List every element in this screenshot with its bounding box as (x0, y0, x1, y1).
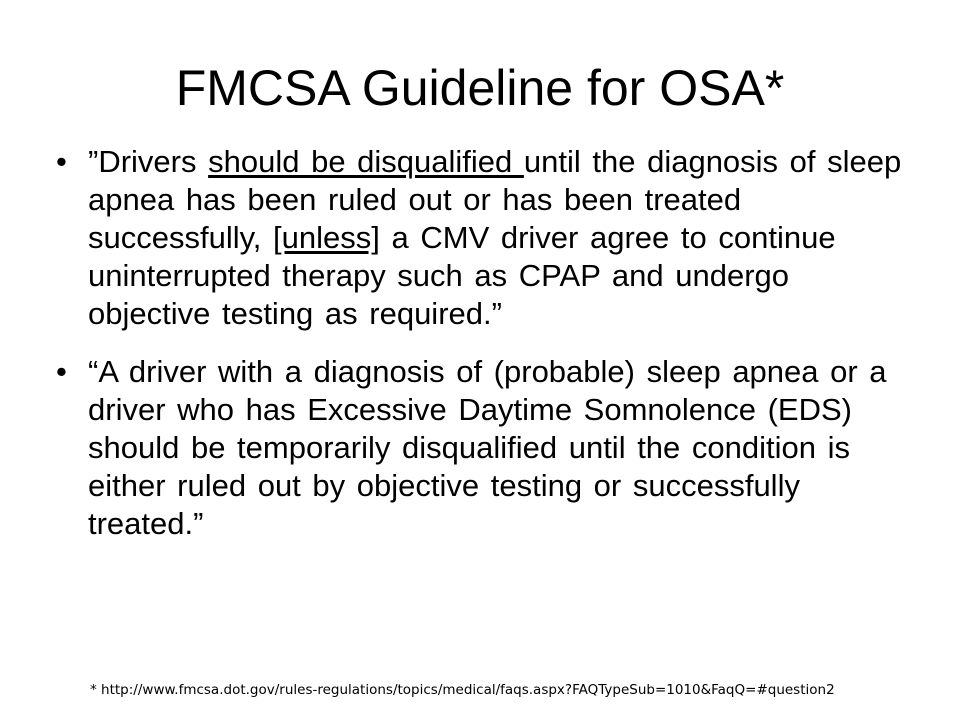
slide-title: FMCSA Guideline for OSA* (175, 60, 785, 116)
bullet-text-part: until the diagnosis of sleep apnea has been ruled out or has been treated successfully, (88, 144, 902, 255)
bullet-item-disqualification-rule (56, 143, 902, 333)
bullet-item-temporary-disqualification (56, 353, 902, 543)
bullet-list (56, 143, 902, 563)
underlined-phrase-unless: [unless] (273, 220, 380, 255)
bullet-icon: • (56, 144, 67, 179)
bullet-text-part: ”Drivers (88, 144, 209, 179)
footnote-source-link: * http://www.fmcsa.dot.gov/rules-regulations/topics/medical/faqs.aspx?FAQTypeSub=1010&FaqQ=#question2 (90, 682, 835, 698)
bullet-text: “A driver with a diagnosis of (probable) sleep apnea or a driver who has Excessive Daytime Somnolence (EDS) should be temporarily disqualified until the condition is either ruled out by objective testing or successfully treated.” (88, 354, 887, 541)
bullet-text-part: a CMV driver agree to continue uninterrupted therapy such as CPAP and undergo objective testing as required.” (88, 220, 836, 331)
underlined-phrase-should-be-disqualified: should be disqualified (208, 144, 524, 179)
bullet-icon: • (56, 354, 67, 389)
